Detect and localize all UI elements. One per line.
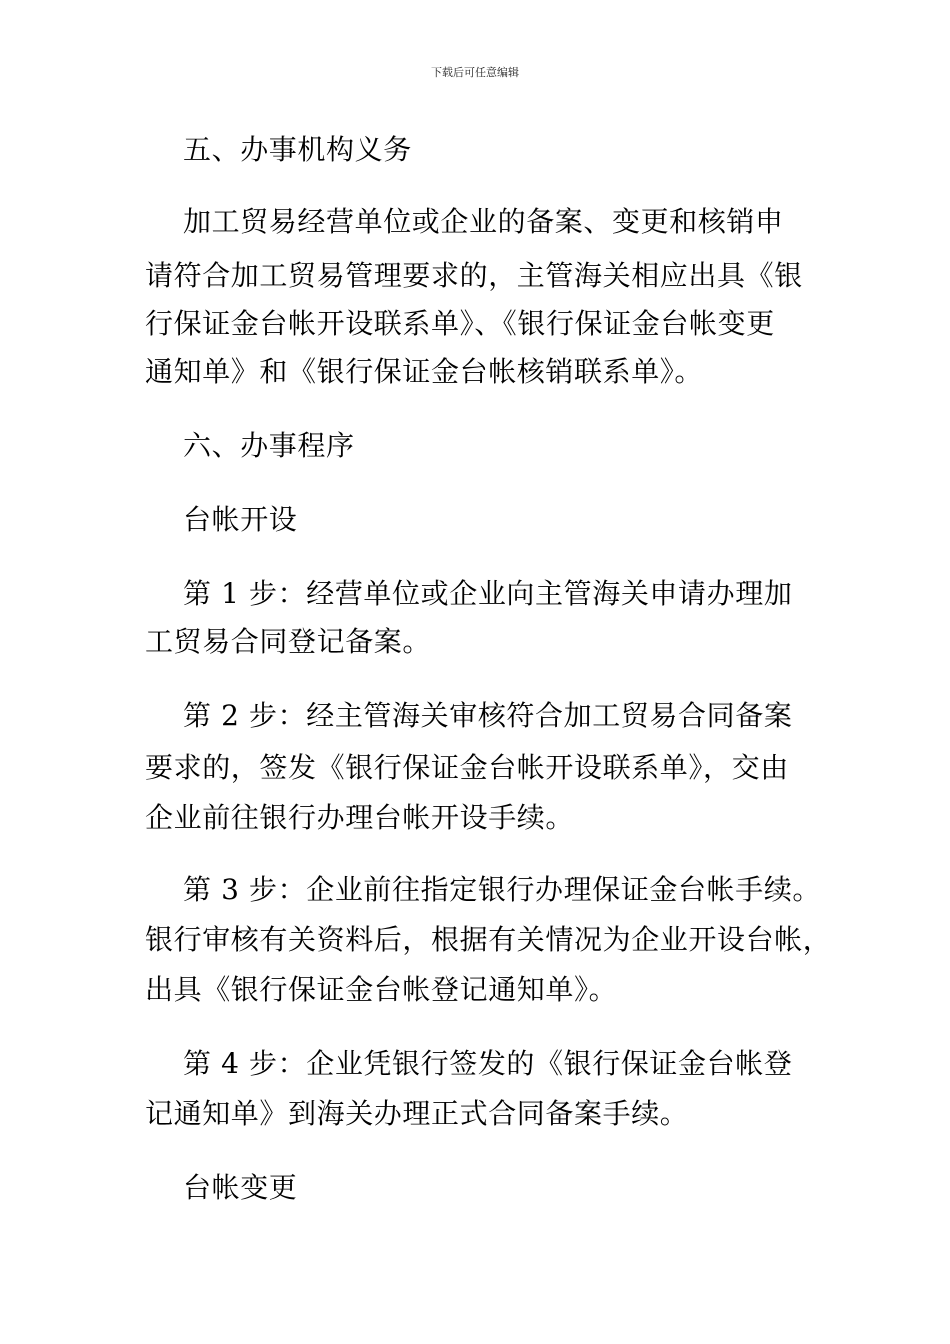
paragraph-line: 加工贸易经营单位或企业的备案、变更和核销申 (183, 205, 784, 238)
step-2-line: 要求的，签发《银行保证金台帐开设联系单》，交由 (145, 751, 789, 784)
subheading-account-opening: 台帐开设 (183, 503, 298, 536)
step-1-line: 工贸易合同登记备案。 (145, 625, 432, 658)
step-2-line: 企业前往银行办理台帐开设手续。 (145, 801, 575, 834)
paragraph-line: 请符合加工贸易管理要求的，主管海关相应出具《银 (145, 259, 803, 292)
step-2-line: 第 2 步：经主管海关审核符合加工贸易合同备案 (183, 699, 793, 732)
page-header-note: 下载后可任意编辑 (431, 66, 519, 79)
section-heading-procedure: 六、办事程序 (183, 429, 355, 462)
paragraph-line: 行保证金台帐开设联系单》、《银行保证金台帐变更 (145, 307, 775, 340)
step-3-line: 第 3 步：企业前往指定银行办理保证金台帐手续。 (183, 873, 822, 906)
step-4-line: 第 4 步：企业凭银行签发的《银行保证金台帐登 (183, 1047, 793, 1080)
section-heading-obligations: 五、办事机构义务 (183, 133, 412, 166)
step-1-line: 第 1 步：经营单位或企业向主管海关申请办理加 (183, 577, 793, 610)
step-3-line: 银行审核有关资料后，根据有关情况为企业开设台帐， (145, 923, 832, 956)
step-3-line: 出具《银行保证金台帐登记通知单》。 (145, 973, 618, 1006)
paragraph-line: 通知单》和《银行保证金台帐核销联系单》。 (145, 355, 704, 388)
step-4-line: 记通知单》到海关办理正式合同备案手续。 (145, 1097, 689, 1130)
subheading-account-change: 台帐变更 (183, 1171, 298, 1204)
